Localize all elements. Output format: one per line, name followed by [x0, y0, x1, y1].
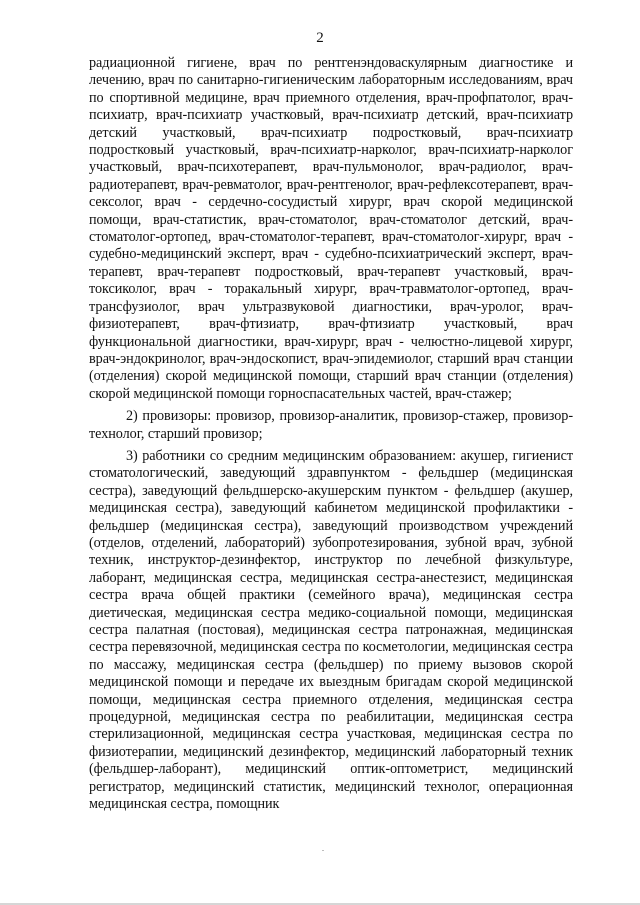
page-number: 2 — [316, 30, 324, 46]
paragraph-pharmacists: 2) провизоры: провизор, провизор-аналитик, провизор-стажер, провизор-технолог, старший провизор; — [89, 408, 573, 442]
paragraph-secondary-medical-staff: 3) работники со средним медицинским образованием: акушер, гигиенист стоматологический, заведующий здравпунктом - фельдшер (медицинская сестра), заведующий фельдшерско-акушерским пунктом - фельдшер (акушер, медицинская сестра), заведующий кабинетом медицинской профилактики - фельдшер (медицинская сестра), заведующий производством учреждений (отделов, отделений, лабораторий) зубопротезирования, зубной врач, зубной техник, инструктор-дезинфектор, инструктор по лечебной физкультуре, лаборант, медицинская сестра, медицинская сестра-анестезист, медицинская сестра врача общей практики (семейного врача), медицинская сестра диетическая, медицинская сестра медико-социальной помощи, медицинская сестра палатная (постовая), медицинская сестра патронажная, медицинская сестра перевязочной, медицинская сестра по косметологии, медицинская сестра по массажу, медицинская сестра (фельдшер) по приему вызовов скорой медицинской помощи и передаче их выездным бригадам скорой медицинской помощи, медицинская сестра приемного отделения, медицинская сестра процедурной, медицинская сестра по реабилитации, медицинская сестра стерилизационной, медицинская сестра участковая, медицинская сестра по физиотерапии, медицинский дезинфектор, медицинский лабораторный техник (фельдшер-лаборант), медицинский оптик-оптометрист, медицинский регистратор, медицинский статистик, медицинский технолог, операционная медицинская сестра, помощник — [89, 447, 573, 813]
scan-dot — [322, 850, 324, 851]
document-body — [89, 55, 573, 813]
paragraph-physicians-continuation: радиационной гигиене, врач по рентгенэндоваскулярным диагностике и лечению, врач по санитарно-гигиеническим лабораторным исследованиям, врач по спортивной медицине, врач приемного отделения, врач-профпатолог, врач-психиатр, врач-психиатр участковый, врач-психиатр детский, врач-психиатр детский участковый, врач-психиатр подростковый, врач-психиатр подростковый участковый, врач-психиатр-нарколог, врач-психиатр-нарколог участковый, врач-психотерапевт, врач-пульмонолог, врач-радиолог, врач-радиотерапевт, врач-ревматолог, врач-рентгенолог, врач-рефлексотерапевт, врач-сексолог, врач - сердечно-сосудистый хирург, врач скорой медицинской помощи, врач-статистик, врач-стоматолог, врач-стоматолог детский, врач-стоматолог-ортопед, врач-стоматолог-терапевт, врач-стоматолог-хирург, врач - судебно-медицинский эксперт, врач - судебно-психиатрический эксперт, врач-терапевт, врач-терапевт подростковый, врач-терапевт участковый, врач-токсиколог, врач - торакальный хирург, врач-травматолог-ортопед, врач-трансфузиолог, врач ультразвуковой диагностики, врач-уролог, врач-физиотерапевт, врач-фтизиатр, врач-фтизиатр участковый, врач функциональной диагностики, врач-хирург, врач - челюстно-лицевой хирург, врач-эндокринолог, врач-эндоскопист, врач-эпидемиолог, старший врач станции (отделения) скорой медицинской помощи, старший врач станции (отделения) скорой медицинской помощи горноспасательных частей, врач-стажер; — [89, 55, 573, 402]
